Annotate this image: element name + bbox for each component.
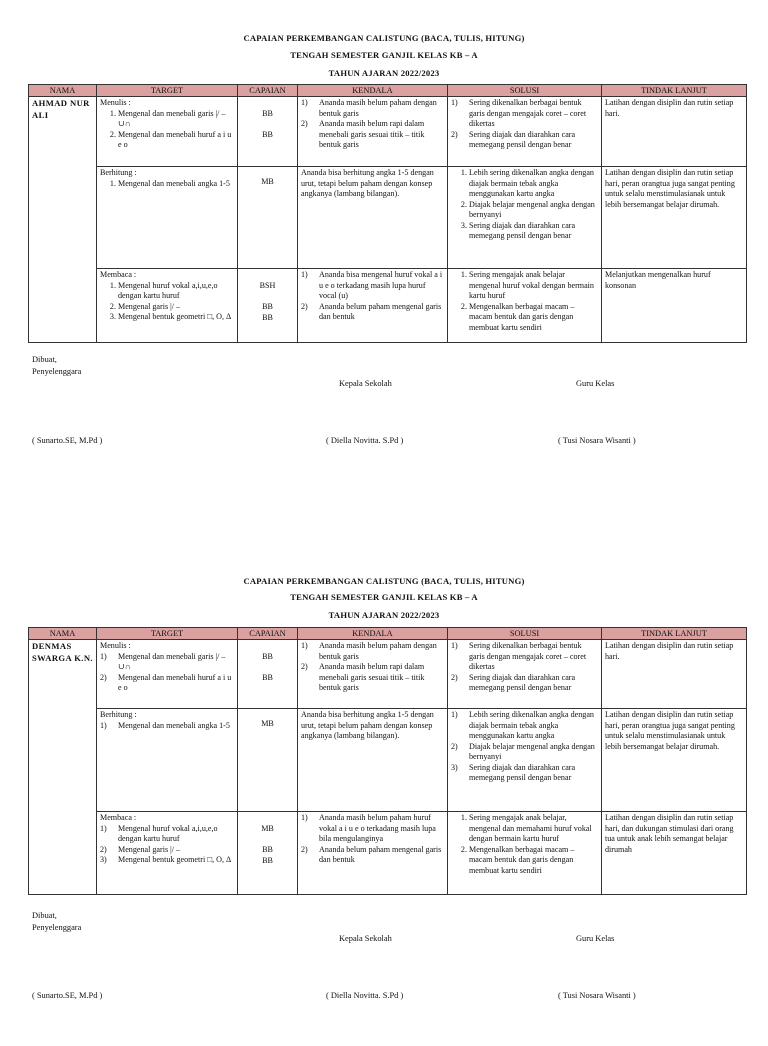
list-item: Mengenal garis |/ –	[118, 844, 181, 854]
list-item: 2. Mengenal dan menebali huruf a i u e o	[118, 130, 234, 151]
tindak-lanjut-cell: Latihan dengan disiplin dan rutin setiap hari, peran orangtua juga sangat penting untuk selalu menstimulasianak untuk lebih bersemangat belajar dirumah.	[602, 709, 747, 812]
capaian-value: BB	[262, 845, 273, 854]
capaian-value: MB	[261, 824, 274, 833]
kepala-sekolah-name: ( Diella Novitta. S.Pd )	[326, 436, 404, 445]
list-item: Ananda masih belum rapi dalam menebali garis sesuai titik – titik bentuk garis	[319, 662, 425, 692]
capaian-value: MB	[261, 177, 274, 186]
penyelenggara-label: Penyelenggara	[32, 923, 82, 932]
solusi-cell	[448, 269, 602, 343]
table-row	[29, 167, 747, 269]
target-list	[100, 824, 234, 866]
kendala-cell	[298, 97, 448, 167]
kendala-cell	[298, 269, 448, 343]
kendala-list	[301, 813, 444, 866]
student-name: DENMAS SWARGA K.N.	[29, 640, 97, 895]
list-item: Sering diajak dan diarahkan cara memegang pensil dengan benar	[469, 672, 576, 692]
list-item: 1. Mengenal huruf vokal a,i,u,e,o dengan kartu huruf	[118, 281, 234, 302]
capaian-value	[241, 292, 294, 303]
capaian-value: BB	[262, 130, 273, 139]
tindak-lanjut-cell: Melanjutkan mengenalkan huruf konsonan	[602, 269, 747, 343]
report-table	[28, 627, 747, 895]
target-heading: Berhitung :	[100, 168, 137, 177]
target-cell	[97, 97, 238, 167]
solusi-cell	[448, 167, 602, 269]
report-denmas	[0, 546, 768, 1046]
kendala-cell: Ananda bisa berhitung angka 1-5 dengan urut, tetapi belum paham dengan konsep angkanya (lambang bilangan).	[298, 167, 448, 269]
list-item: Lebih sering dikenalkan angka dengan diajak bermain tebak angka menggunakan kartu angka	[469, 710, 594, 740]
guru-kelas-label: Guru Kelas	[576, 379, 615, 388]
guru-kelas-name: ( Tusi Nosara Wisanti )	[558, 436, 636, 445]
capaian-value: BSH	[259, 281, 276, 290]
kendala-cell: Ananda bisa berhitung angka 1-5 dengan urut, tetapi belum paham dengan konsep angkanya (lambang bilangan).	[298, 709, 448, 812]
list-item: Mengenal huruf vokal a,i,u,e,o dengan kartu huruf	[118, 823, 218, 843]
list-item: 2. Diajak belajar mengenal angka dengan bernyanyi	[469, 200, 598, 221]
report-semester: TENGAH SEMESTER GANJIL KELAS KB – A	[290, 50, 478, 60]
target-list	[100, 109, 234, 151]
table-header-row	[29, 85, 747, 97]
table-row	[29, 640, 747, 709]
kendala-list	[301, 641, 444, 694]
header-tindak-lanjut: TINDAK LANJUT	[602, 628, 747, 640]
capaian-value	[241, 120, 294, 131]
capaian-value	[241, 835, 294, 846]
solusi-list	[451, 710, 598, 784]
kendala-list	[301, 98, 444, 151]
target-list	[100, 652, 234, 694]
report-title: CAPAIAN PERKEMBANGAN CALISTUNG (BACA, TULIS, HITUNG)	[243, 576, 525, 586]
capaian-cell	[238, 269, 298, 343]
list-item: 1. Mengenal dan menebali angka 1-5	[118, 179, 234, 190]
list-item: Ananda masih belum paham huruf vokal a i u e o terkadang masih lupa bila mengulanginya	[319, 813, 436, 843]
table-row	[29, 812, 747, 895]
solusi-list	[451, 270, 598, 333]
capaian-cell	[238, 812, 298, 895]
capaian-value: BB	[262, 855, 273, 865]
target-cell	[97, 812, 238, 895]
target-heading: Menulis :	[100, 98, 131, 107]
table-header-row	[29, 628, 747, 640]
header-nama: NAMA	[29, 628, 97, 640]
list-item: Mengenal dan menebali garis |/ – ∪∩	[118, 651, 226, 671]
target-list	[100, 281, 234, 323]
guru-kelas-name: ( Tusi Nosara Wisanti )	[558, 991, 636, 1000]
list-item: Ananda belum paham mengenal garis dan bentuk	[319, 844, 442, 864]
list-item: Mengenal bentuk geometri □, O, Δ	[118, 855, 232, 864]
report-year: TAHUN AJARAN 2022/2023	[328, 68, 440, 78]
kepala-sekolah-label: Kepala Sekolah	[339, 934, 392, 943]
target-cell	[97, 640, 238, 709]
list-item: 2. Mengenal garis |/ –	[118, 302, 234, 313]
header-target: TARGET	[97, 85, 238, 97]
solusi-cell	[448, 812, 602, 895]
header-kendala: KENDALA	[298, 628, 448, 640]
target-cell	[97, 709, 238, 812]
penyelenggara-name: ( Sunarto.SE, M.Pd )	[32, 991, 103, 1000]
header-kendala: KENDALA	[298, 85, 448, 97]
report-table	[28, 84, 747, 343]
list-item: 1. Sering mengajak anak belajar mengenal huruf vokal dengan bermain kartu huruf	[469, 270, 598, 302]
list-item: Ananda masih belum rapi dalam menebali garis sesuai titik – titik bentuk garis	[319, 119, 425, 149]
capaian-cell	[238, 709, 298, 812]
solusi-list	[451, 813, 598, 876]
dibuat-label: Dibuat,	[32, 355, 57, 364]
capaian-value: BB	[262, 302, 273, 311]
target-heading: Membaca :	[100, 813, 137, 822]
header-solusi: SOLUSI	[448, 628, 602, 640]
list-item: Mengenal dan menebali huruf a i u e o	[118, 672, 232, 692]
header-capaian: CAPAIAN	[238, 628, 298, 640]
guru-kelas-label: Guru Kelas	[576, 934, 615, 943]
target-cell	[97, 167, 238, 269]
header-target: TARGET	[97, 628, 238, 640]
list-item: Sering diajak dan diarahkan cara memegang pensil dengan benar	[469, 762, 576, 782]
target-heading: Membaca :	[100, 270, 137, 279]
capaian-cell	[238, 167, 298, 269]
report-title: CAPAIAN PERKEMBANGAN CALISTUNG (BACA, TULIS, HITUNG)	[243, 33, 525, 43]
table-row	[29, 269, 747, 343]
report-year: TAHUN AJARAN 2022/2023	[328, 610, 440, 620]
list-item: Ananda masih belum paham dengan bentuk garis	[319, 98, 437, 118]
kendala-cell	[298, 640, 448, 709]
target-list	[100, 179, 234, 190]
header-nama: NAMA	[29, 85, 97, 97]
solusi-cell	[448, 640, 602, 709]
target-cell	[97, 269, 238, 343]
list-item: 3. Sering diajak dan diarahkan cara memegang pensil dengan benar	[469, 221, 598, 242]
kepala-sekolah-name: ( Diella Novitta. S.Pd )	[326, 991, 404, 1000]
list-item: 2. Mengenalkan berbagai macam – macam bentuk dan garis dengan membuat kartu sendiri	[469, 845, 598, 877]
report-ahmad	[0, 0, 768, 500]
tindak-lanjut-cell: Latihan dengan disiplin dan rutin setiap hari, peran orangtua juga sangat penting untuk selalu menstimulasianak untuk lebih bersemangat belajar dirumah.	[602, 167, 747, 269]
solusi-list	[451, 98, 598, 151]
target-heading: Berhitung :	[100, 710, 137, 719]
list-item: Ananda masih belum paham dengan bentuk garis	[319, 641, 437, 661]
tindak-lanjut-cell: Latihan dengan disiplin dan rutin setiap hari.	[602, 97, 747, 167]
table-row	[29, 709, 747, 812]
kendala-list	[301, 270, 444, 323]
dibuat-label: Dibuat,	[32, 911, 57, 920]
list-item: 3. Mengenal bentuk geometri □, O, Δ	[118, 312, 234, 323]
list-item: Sering dikenalkan berbagai bentuk garis dengan mengajak coret – coret dikertas	[469, 98, 587, 128]
target-list	[100, 721, 234, 732]
capaian-cell	[238, 640, 298, 709]
list-item: Sering diajak dan diarahkan cara memegang pensil dengan benar	[469, 129, 576, 149]
header-solusi: SOLUSI	[448, 85, 602, 97]
list-item: 1. Sering mengajak anak belajar, mengenal dan memahami huruf vokal dengan bermain kartu huruf	[469, 813, 598, 845]
solusi-list	[451, 641, 598, 694]
tindak-lanjut-cell: Latihan dengan disiplin dan rutin setiap hari.	[602, 640, 747, 709]
list-item: Ananda belum paham mengenal garis dan bentuk	[319, 301, 442, 321]
penyelenggara-label: Penyelenggara	[32, 367, 82, 376]
table-row	[29, 97, 747, 167]
penyelenggara-name: ( Sunarto.SE, M.Pd )	[32, 436, 103, 445]
kepala-sekolah-label: Kepala Sekolah	[339, 379, 392, 388]
solusi-list	[451, 168, 598, 242]
capaian-value: BB	[262, 652, 273, 661]
capaian-value: MB	[261, 719, 274, 728]
list-item: 1. Mengenal dan menebali garis |/ – ∪∩	[118, 109, 234, 130]
kendala-cell	[298, 812, 448, 895]
capaian-value: BB	[262, 109, 273, 118]
capaian-cell	[238, 97, 298, 167]
capaian-value: BB	[262, 312, 273, 322]
capaian-value: BB	[262, 673, 273, 682]
solusi-cell	[448, 709, 602, 812]
list-item: 1. Lebih sering dikenalkan angka dengan diajak bermain tebak angka menggunakan kartu angka	[469, 168, 598, 200]
list-item: Mengenal dan menebali angka 1-5	[118, 720, 230, 730]
list-item: Diajak belajar mengenal angka dengan bernyanyi	[469, 741, 595, 761]
header-capaian: CAPAIAN	[238, 85, 298, 97]
tindak-lanjut-cell: Latihan dengan disiplin dan rutin setiap hari, dan dukungan stimulasi dari orang tua untuk anak lebih semangat belajar dirumah	[602, 812, 747, 895]
target-heading: Menulis :	[100, 641, 131, 650]
student-name: AHMAD NUR ALI	[29, 97, 97, 343]
list-item: 2. Mengenalkan berbagai macam – macam bentuk dan garis dengan membuat kartu sendiri	[469, 302, 598, 334]
capaian-value	[241, 663, 294, 674]
list-item: Sering dikenalkan berbagai bentuk garis dengan mengajak coret – coret dikertas	[469, 641, 587, 671]
solusi-cell	[448, 97, 602, 167]
list-item: Ananda bisa mengenal huruf vokal a i u e o terkadang masih lupa huruf vocal (u)	[319, 270, 443, 300]
header-tindak-lanjut: TINDAK LANJUT	[602, 85, 747, 97]
report-semester: TENGAH SEMESTER GANJIL KELAS KB – A	[290, 592, 478, 602]
